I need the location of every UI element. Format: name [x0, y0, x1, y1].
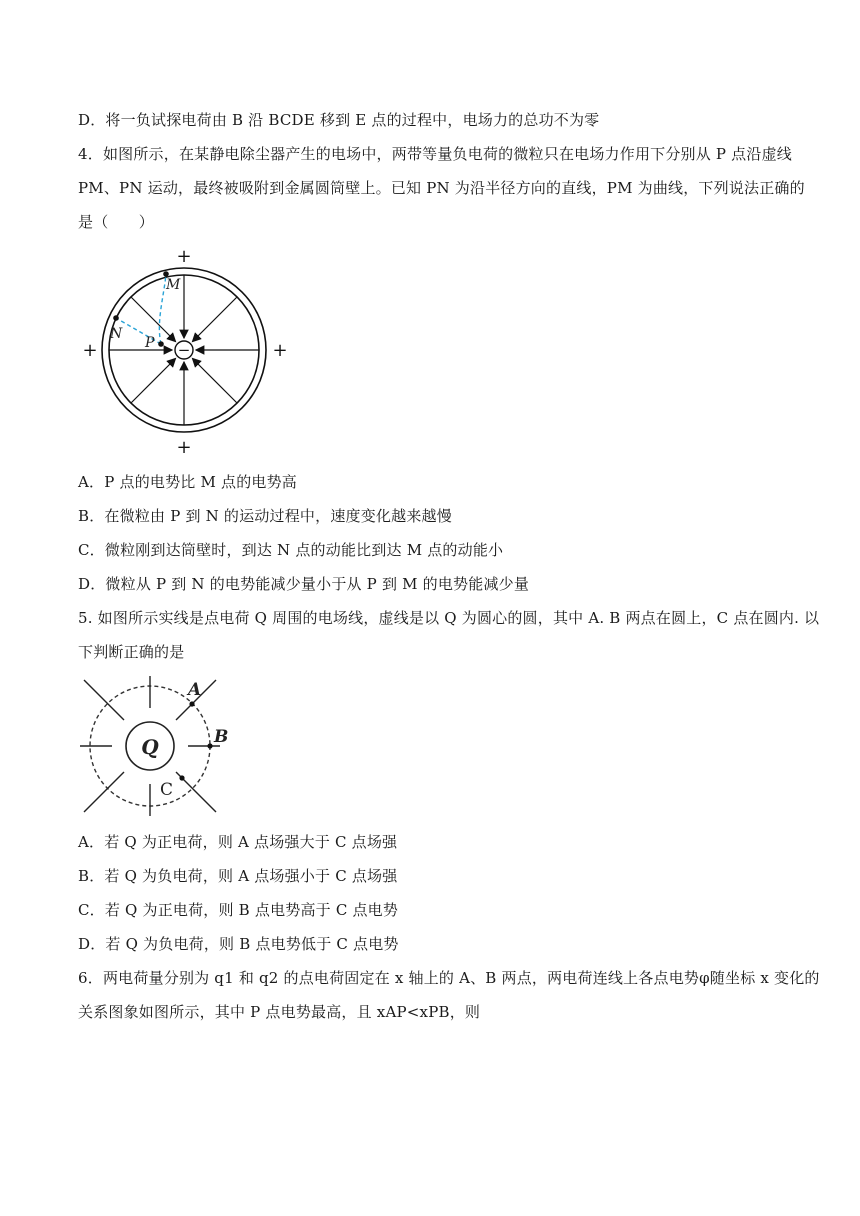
point-charge-figure — [78, 672, 238, 820]
plus-bottom: + — [176, 437, 192, 456]
q5-stem-line-1: 5. 如图所示实线是点电荷 Q 周围的电场线，虚线是以 Q 为圆心的圆，其中 A. B 两点在圆上，C 点在圆内. 以 — [78, 609, 820, 627]
label-m: M — [166, 277, 181, 293]
q4-stem-line-1: 4．如图所示，在某静电除尘器产生的电场中，两带等量负电荷的微粒只在电场力作用下分别从 P 点沿虚线 — [78, 145, 792, 163]
label-b: B — [214, 727, 229, 747]
point-c — [179, 775, 184, 780]
point-m — [163, 271, 169, 277]
plus-right: + — [272, 340, 288, 361]
point-n — [113, 315, 119, 321]
label-p: P — [145, 335, 155, 351]
q4-option-c: C．微粒刚到达筒壁时，到达 N 点的动能比到达 M 点的动能小 — [78, 541, 504, 559]
q4-stem-line-2: PM、PN 运动，最终被吸附到金属圆筒壁上。已知 PN 为沿半径方向的直线，PM 为曲线，下列说法正确的 — [78, 179, 805, 197]
q6-stem-line-1: 6．两电荷量分别为 q1 和 q2 的点电荷固定在 x 轴上的 A、B 两点，两电荷连线上各点电势φ随坐标 x 变化的 — [78, 969, 820, 987]
point-a — [189, 701, 194, 706]
q5-option-d: D．若 Q 为负电荷，则 B 点电势低于 C 点电势 — [78, 935, 399, 953]
q5-stem-line-2: 下判断正确的是 — [78, 643, 185, 661]
q4-option-a: A．P 点的电势比 M 点的电势高 — [78, 473, 297, 491]
point-p — [158, 341, 164, 347]
q4-stem-line-3: 是（ ） — [78, 213, 155, 231]
plus-top: + — [176, 246, 192, 267]
label-a: A — [188, 680, 202, 700]
center-sign-label: − — [177, 341, 191, 359]
q4-option-b: B．在微粒由 P 到 N 的运动过程中，速度变化越来越慢 — [78, 507, 452, 525]
point-b — [207, 743, 212, 748]
label-q: Q — [141, 735, 159, 759]
q4-option-d: D．微粒从 P 到 N 的电势能减少量小于从 P 到 M 的电势能减少量 — [78, 575, 530, 593]
q5-option-c: C．若 Q 为正电荷，则 B 点电势高于 C 点电势 — [78, 901, 399, 919]
q6-stem-line-2: 关系图象如图所示，其中 P 点电势最高，且 xAP<xPB，则 — [78, 1003, 481, 1021]
q5-option-a: A．若 Q 为正电荷，则 A 点场强大于 C 点场强 — [78, 833, 398, 851]
label-n: N — [110, 326, 123, 342]
path-pm-curve — [159, 274, 166, 344]
q3-option-d: D．将一负试探电荷由 B 沿 BCDE 移到 E 点的过程中，电场力的总功不为零 — [78, 111, 600, 129]
label-c: C — [160, 780, 174, 800]
precipitator-figure — [80, 244, 295, 456]
plus-left: + — [82, 340, 98, 361]
q5-option-b: B．若 Q 为负电荷，则 A 点场强小于 C 点场强 — [78, 867, 398, 885]
